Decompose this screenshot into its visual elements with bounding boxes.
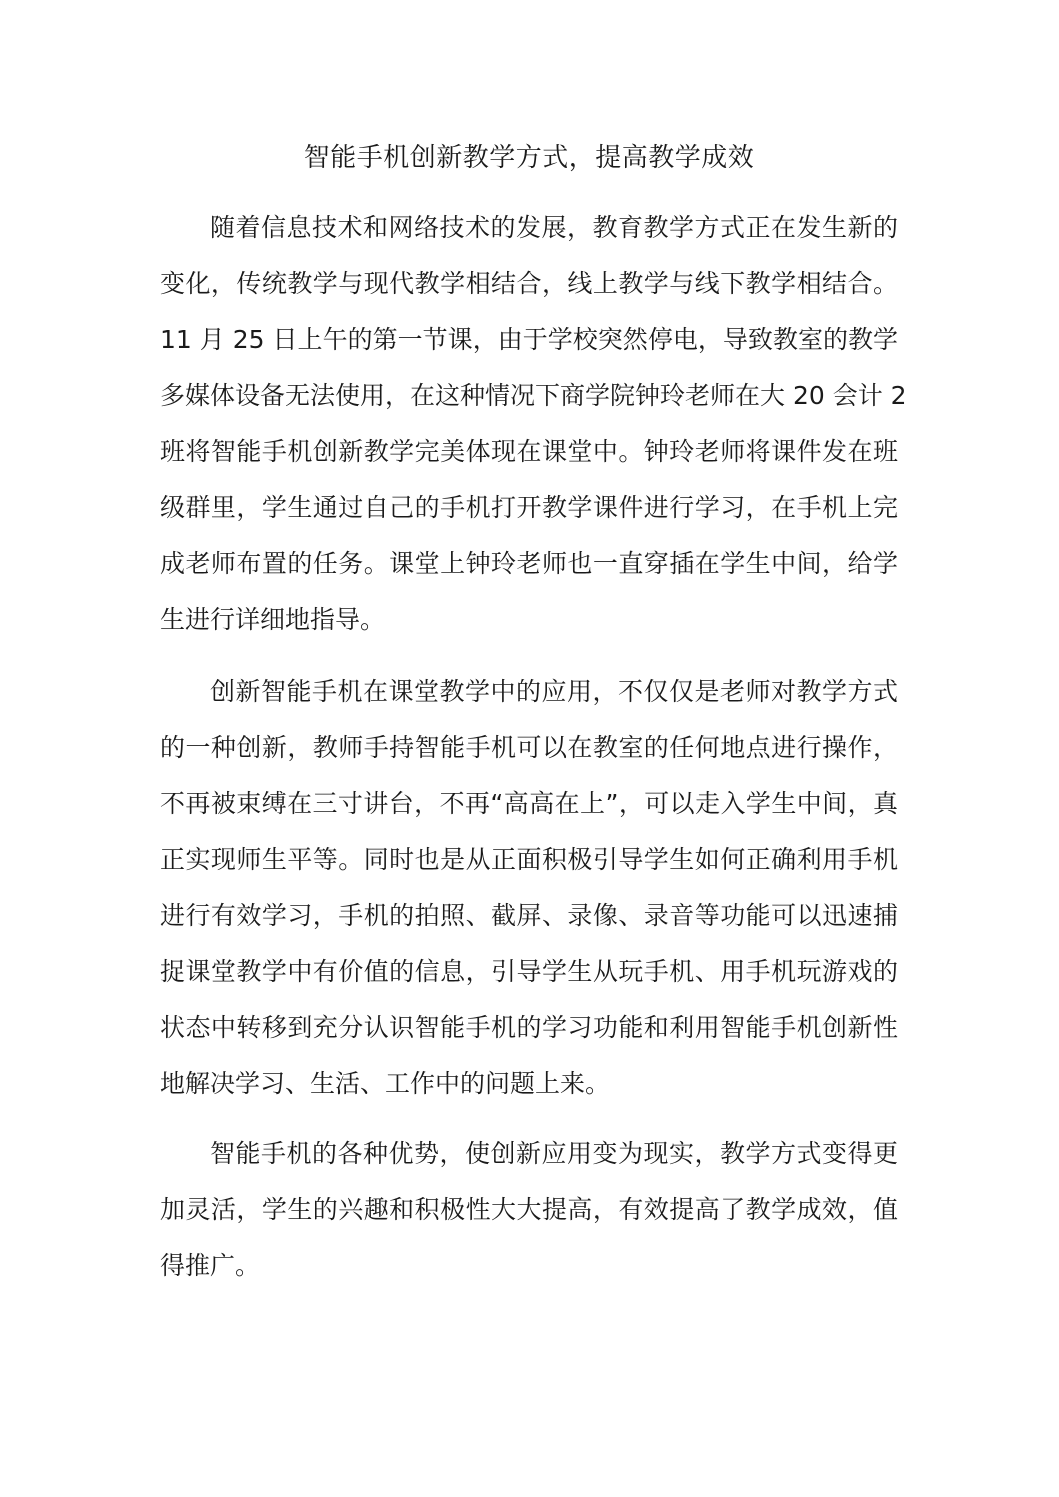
paragraph-line: 班将智能手机创新教学完美体现在课堂中。钟玲老师将课件发在班 <box>160 437 898 466</box>
paragraph-line: 地解决学习、生活、工作中的问题上来。 <box>160 1069 611 1098</box>
paragraph-line: 级群里，学生通过自己的手机打开教学课件进行学习，在手机上完 <box>160 493 898 522</box>
paragraph-line: 的一种创新，教师手持智能手机可以在教室的任何地点进行操作， <box>160 733 898 762</box>
paragraph-line: 进行有效学习，手机的拍照、截屏、录像、录音等功能可以迅速捕 <box>160 901 898 930</box>
paragraph-line: 多媒体设备无法使用，在这种情况下商学院钟玲老师在大 20 会计 2 <box>160 381 907 410</box>
paragraph-line: 智能手机的各种优势，使创新应用变为现实，教学方式变得更 <box>210 1139 898 1168</box>
paragraph-line: 正实现师生平等。同时也是从正面积极引导学生如何正确利用手机 <box>160 845 898 874</box>
paragraph-line: 生进行详细地指导。 <box>160 605 386 634</box>
paragraph-line: 状态中转移到充分认识智能手机的学习功能和利用智能手机创新性 <box>160 1013 898 1042</box>
paragraph-line: 得推广。 <box>160 1251 261 1280</box>
paragraph-line: 加灵活，学生的兴趣和积极性大大提高，有效提高了教学成效，值 <box>160 1195 898 1224</box>
paragraph-line: 不再被束缚在三寸讲台，不再“高高在上”，可以走入学生中间，真 <box>160 789 898 818</box>
paragraph-line: 变化，传统教学与现代教学相结合，线上教学与线下教学相结合。 <box>160 269 898 298</box>
paragraph-line: 创新智能手机在课堂教学中的应用，不仅仅是老师对教学方式 <box>210 677 898 706</box>
document-title: 智能手机创新教学方式，提高教学成效 <box>303 143 755 173</box>
paragraph-line: 随着信息技术和网络技术的发展，教育教学方式正在发生新的 <box>210 213 898 242</box>
paragraph-line: 成老师布置的任务。课堂上钟玲老师也一直穿插在学生中间，给学 <box>160 549 898 578</box>
paragraph-line: 11 月 25 日上午的第一节课，由于学校突然停电，导致教室的教学 <box>160 325 898 354</box>
paragraph-line: 捉课堂教学中有价值的信息，引导学生从玩手机、用手机玩游戏的 <box>160 957 898 986</box>
